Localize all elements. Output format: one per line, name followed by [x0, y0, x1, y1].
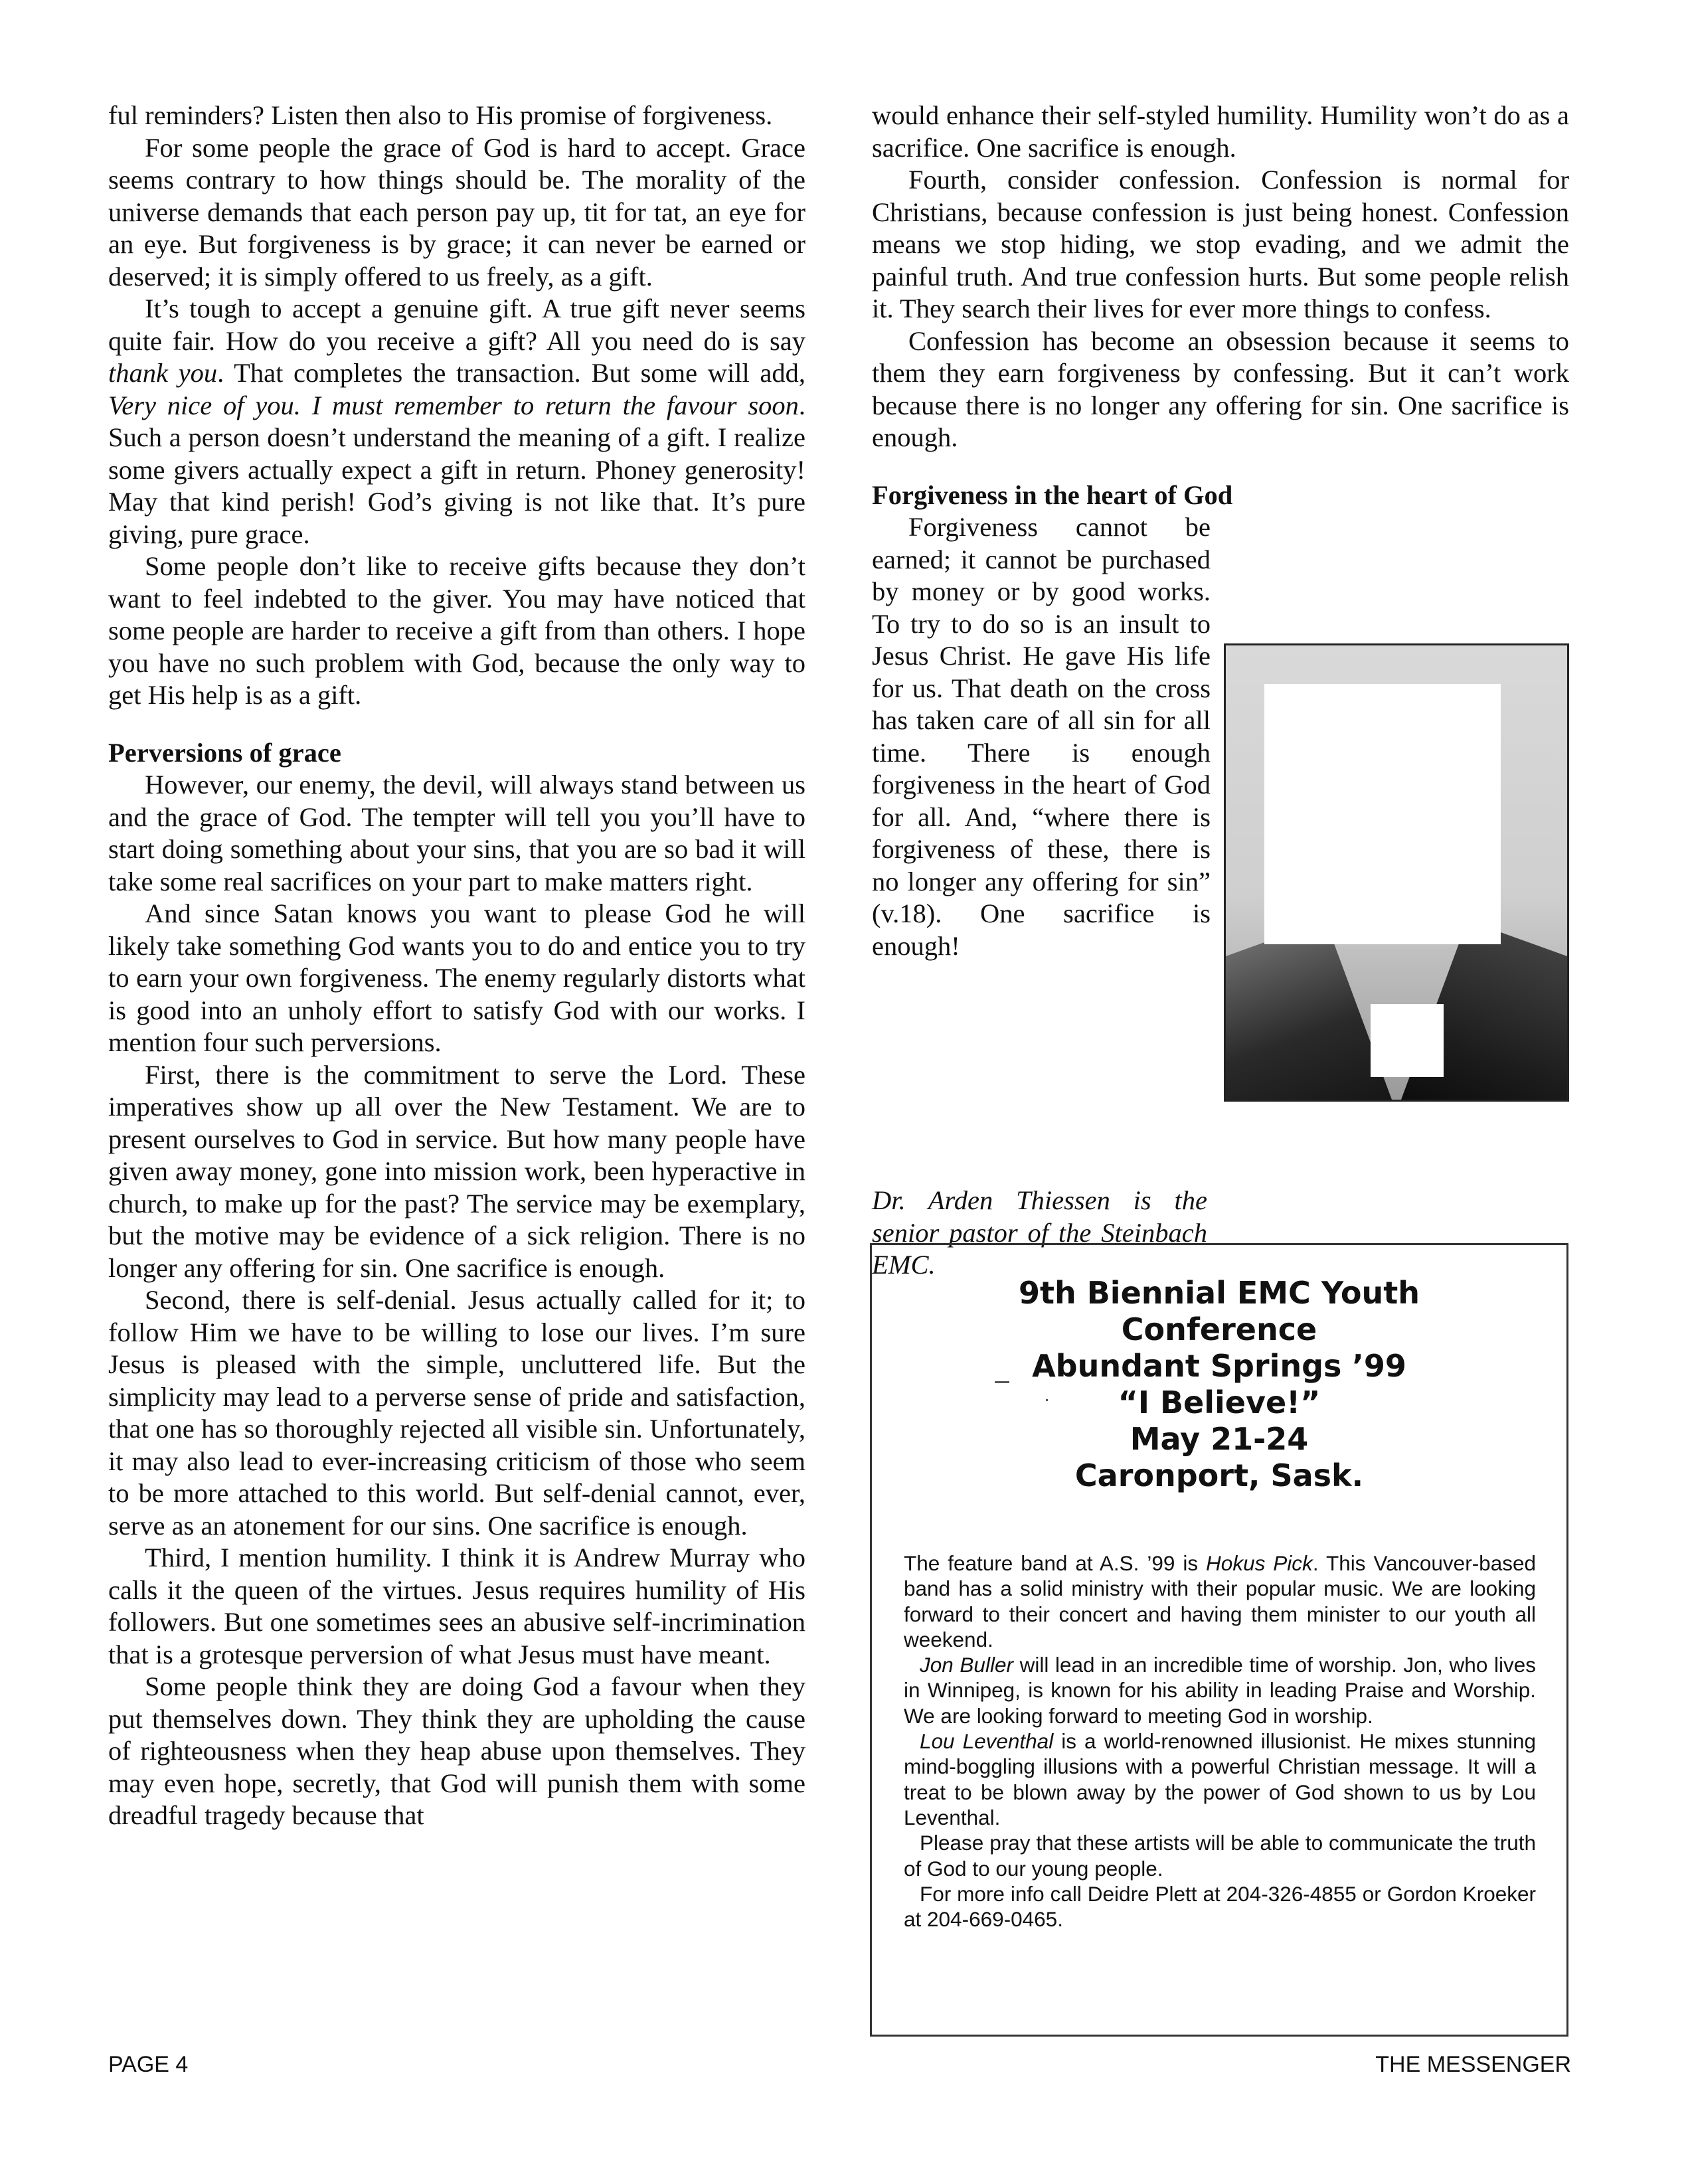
- ad-heading-line: “I Believe!”: [1118, 1385, 1321, 1420]
- paragraph: And since Satan knows you want to please God he will likely take something God wants you to do and entice you to try to earn your own forgiveness. The enemy regularly distorts what is good into an unholy effort to satisfy God with our works. I mention four such perversions.: [108, 898, 805, 1057]
- ad-body: [904, 1551, 1536, 1932]
- text-run: It’s tough to accept a genuine gift. A true gift never seems quite fair. How do you receive a gift? All you need do is say: [108, 294, 805, 356]
- text-run: . That completes the transaction. But some will add,: [217, 358, 805, 388]
- ad-heading: [872, 1275, 1566, 1494]
- ad-paragraph: Please pray that these artists will be able to communicate the truth of God to our young people.: [904, 1831, 1536, 1881]
- page-number: PAGE 4: [108, 2052, 189, 2077]
- paragraph: Fourth, consider confession. Confession is normal for Christians, because confession is just being honest. Confession means we stop hiding, we stop evading, and we admit the painful truth. And true confession hurts. But some people relish it. They search their lives for ever more things to confess.: [872, 165, 1569, 323]
- italic-run: thank you: [108, 358, 218, 388]
- paragraph: ful reminders? Listen then also to His promise of forgiveness.: [108, 100, 773, 130]
- paragraph: For some people the grace of God is hard to accept. Grace seems contrary to how things should be. The morality of the universe demands that each person pay up, tit for tat, an eye for an eye. But forgiveness is by grace; it can never be earned or deserved; it is simply offered to us freely, as a gift.: [108, 132, 805, 292]
- youth-conference-ad: [870, 1243, 1568, 2037]
- ad-paragraph: [904, 1652, 1536, 1728]
- paragraph: [108, 293, 805, 550]
- paragraph: Some people think they are doing God a favour when they put themselves down. They think they are upholding the cause of righteousness when they heap abuse upon themselves. They may even hope, secretly, that God will punish them with some dreadful tragedy because that: [108, 1671, 805, 1830]
- paragraph: Confession has become an obsession because it seems to them they earn forgiveness by confessing. But it can’t work because there is no longer any offering for sin. One sacrifice is enough.: [872, 325, 1569, 452]
- author-caption: Dr. Arden Thiessen is the senior pastor of the Steinbach EMC.: [872, 1185, 1207, 1280]
- text-run: The feature band at A.S. ’99 is: [904, 1551, 1207, 1575]
- paragraph: would enhance their self-styled humility. Humility won’t do as a sacrifice. One sacrifice is enough.: [872, 100, 1569, 163]
- paragraph: Third, I mention humility. I think it is Andrew Murray who calls it the queen of the virtues. Jesus requires humility of His followers. But one sometimes sees an abusive self-incrimination that is a grotesque perversion of what Jesus must have meant.: [108, 1543, 805, 1669]
- paragraph: Some people don’t like to receive gifts because they don’t want to feel indebted to the giver. You may have noticed that some people are harder to receive a gift from than others. I hope you have no such problem with God, because the only way to get His help is as a gift.: [108, 551, 805, 710]
- ad-heading-line: 9th Biennial EMC Youth: [1018, 1275, 1420, 1311]
- text-run: . Such a person doesn’t understand the meaning of a gift. I realize some givers actually expect a gift in return. Phoney generosity! May that kind perish! God’s giving is not like that. It’s pure giving, pure grace.: [108, 390, 805, 549]
- ad-heading-line: Abundant Springs ’99: [1032, 1348, 1406, 1384]
- ad-paragraph: For more info call Deidre Plett at 204-326-4855 or Gordon Kroeker at 204-669-0465.: [904, 1881, 1536, 1932]
- ad-heading-line: May 21-24: [1130, 1421, 1309, 1457]
- italic-run: Very nice of you. I must remember to return the favour soon: [108, 390, 799, 420]
- author-photo: [1224, 643, 1569, 1102]
- section-heading: Perversions of grace: [108, 737, 341, 768]
- scan-artifact-dash: [995, 1381, 1009, 1383]
- left-column: [108, 100, 805, 1832]
- italic-run: Jon Buller: [920, 1653, 1013, 1677]
- photo-redaction: [1264, 684, 1501, 944]
- scan-artifact-dot: [1046, 1399, 1048, 1401]
- publication-name: THE MESSENGER: [1375, 2052, 1571, 2077]
- ad-paragraph: [904, 1728, 1536, 1830]
- right-column: [872, 100, 1569, 1282]
- paragraph: However, our enemy, the devil, will always stand between us and the grace of God. The tempter will tell you you’ll have to start doing something about your sins, that you are so bad it will take some real sacrifices on your part to make matters right.: [108, 770, 805, 896]
- text-run: will lead in an incredible time of worship. Jon, who lives in Winnipeg, is known for his ability in leading Praise and Worship. We are looking forward to meeting God in worship.: [904, 1653, 1536, 1728]
- section-heading: Forgiveness in the heart of God: [872, 479, 1233, 510]
- text-run: . This Vancouver-based band has a solid ministry with their popular music. We are looking forward to their concert and having them minister to our youth all weekend.: [904, 1551, 1537, 1651]
- paragraph: Forgiveness cannot be earned; it cannot be purchased by money or by good works. To try to do so is an insult to Jesus Christ. He gave His life for us. That death on the cross has taken care of all sin for all time. There is enough forgiveness in the heart of God for all. And, “where there is forgiveness of these, there is no longer any offering for sin” (v.18). One sacrifice is enough!: [872, 512, 1211, 961]
- photo-suit-shape: [1226, 920, 1392, 1100]
- paragraph: First, there is the commitment to serve the Lord. These imperatives show up all over the New Testament. We are to present ourselves to God in service. But how many people have given away money, gone into mission work, been hyperactive in church, to make up for the past? The service may be exemplary, but the motive may be evidence of a sick religion. There is no longer any offering for sin. One sacrifice is enough.: [108, 1059, 805, 1283]
- text-run: is a world-renowned illusionist. He mixes stunning mind-boggling illusions with a powerful Christian message. It will a treat to be blown away by the power of God shown to us by Lou Leventhal.: [904, 1729, 1536, 1829]
- paragraph: Second, there is self-denial. Jesus actually called for it; to follow Him we have to be willing to lose our lives. I’m sure Jesus is pleased with the simple, uncluttered life. But the simplicity may lead to a perverse sense of pride and satisfaction, that one has so thoroughly rejected all visible sin. Unfortunately, it may also lead to ever-increasing criticism of those who seem to be more attached to this world. But self-denial cannot, ever, serve as an atonement for our sins. One sacrifice is enough.: [108, 1285, 805, 1541]
- italic-run: Lou Leventhal: [920, 1729, 1054, 1754]
- photo-redaction: [1371, 1004, 1444, 1077]
- ad-paragraph: [904, 1551, 1536, 1652]
- author-photo-frame: [1224, 643, 1569, 1102]
- italic-run: Hokus Pick: [1206, 1551, 1313, 1575]
- ad-heading-line: Conference: [1121, 1311, 1317, 1347]
- ad-heading-line: Caronport, Sask.: [1074, 1458, 1364, 1493]
